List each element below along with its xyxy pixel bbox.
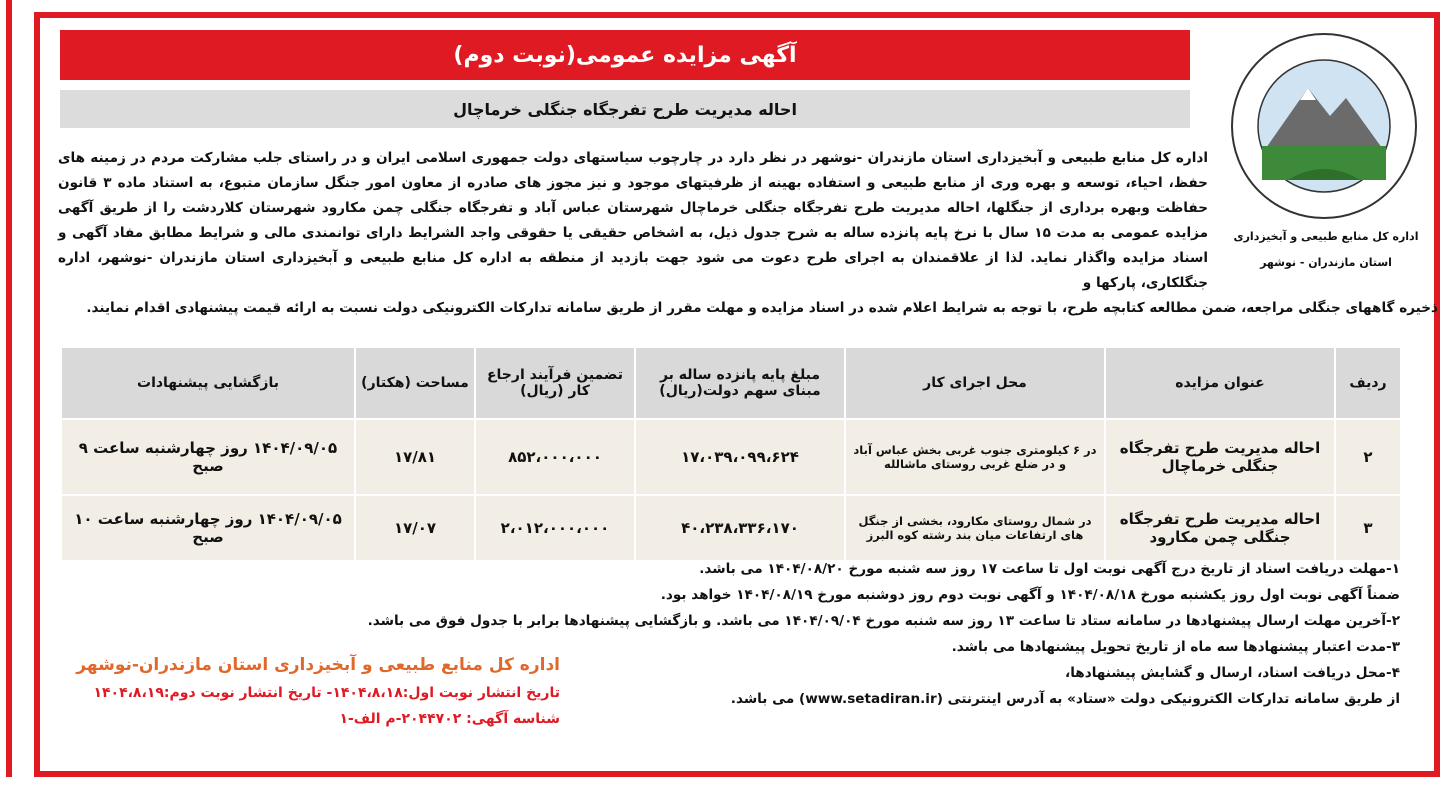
cell-location: در ۶ کیلومتری جنوب غربی بخش عباس آباد و در ضلع غربی روستای ماشالله [845, 419, 1105, 495]
col-opening: بازگشایی پیشنهادات [61, 348, 355, 419]
cell-title: احاله مدیریت طرح تفرجگاه جنگلی خرماچال [1105, 419, 1335, 495]
cell-opening: ۱۴۰۴/۰۹/۰۵ روز چهارشنبه ساعت ۹ صبح [61, 419, 355, 495]
table-row [61, 495, 1400, 560]
cell-area: ۱۷/۰۷ [355, 495, 475, 560]
cell-opening: ۱۴۰۴/۰۹/۰۵ روز چهارشنبه ساعت ۱۰ صبح [61, 495, 355, 560]
logo-caption-region: استان مازندران - نوشهر [1260, 256, 1392, 269]
logo-caption-org: اداره کل منابع طبیعی و آبخیزداری [1233, 230, 1419, 243]
publish-dates: تاریخ انتشار نوبت اول:۱۴۰۴،۸،۱۸- تاریخ انتشار نوبت دوم:۱۴۰۴،۸،۱۹ [93, 685, 560, 701]
note-item: ۳-مدت اعتبار پیشنهادها سه ماه از تاریخ تحویل پیشنهادها می باشد. [951, 639, 1400, 655]
table-row [61, 419, 1400, 495]
cell-deposit: ۲،۰۱۲،۰۰۰،۰۰۰ [475, 495, 635, 560]
signature-org: اداره کل منابع طبیعی و آبخیزداری استان مازندران-نوشهر [76, 655, 560, 675]
col-area: مساحت (هکتار) [355, 348, 475, 419]
note-item: ۴-محل دریافت اسناد، ارسال و گشایش پیشنهادها، [1065, 665, 1400, 681]
notice-subtitle: احاله مدیریت طرح تفرجگاه جنگلی خرماچال [60, 90, 1190, 128]
notice-code: شناسه آگهی: ۲۰۴۴۷۰۲-م الف-۱ [339, 711, 560, 727]
notice-title: آگهی مزایده عمومی(نوبت دوم) [60, 30, 1190, 80]
cell-row: ۳ [1335, 495, 1400, 560]
cell-base-amount: ۱۷،۰۳۹،۰۹۹،۶۲۴ [635, 419, 845, 495]
col-base-amount: مبلغ پایه پانزده ساله بر مبنای سهم دولت(ریال) [635, 348, 845, 419]
col-row: ردیف [1335, 348, 1400, 419]
natural-resources-emblem-icon [1218, 28, 1430, 223]
col-title: عنوان مزایده [1105, 348, 1335, 419]
auction-table [60, 348, 1400, 560]
cell-area: ۱۷/۸۱ [355, 419, 475, 495]
note-item: ۱-مهلت دریافت اسناد از تاریخ درج آگهی نوبت اول تا ساعت ۱۷ روز سه شنبه مورخ ۱۴۰۴/۰۸/۲۰ می باشد. [699, 561, 1400, 577]
cell-base-amount: ۴۰،۲۳۸،۳۳۶،۱۷۰ [635, 495, 845, 560]
signature-block [60, 655, 560, 727]
cell-title: احاله مدیریت طرح تفرجگاه جنگلی چمن مکارود [1105, 495, 1335, 560]
left-border-strip [0, 0, 12, 777]
intro-paragraph-continued: ذخیره گاههای جنگلی مراجعه، ضمن مطالعه کتابچه طرح، با توجه به شرایط اعلام شده در اسناد مزایده و مهلت مقرر از طریق سامانه تدارکات الکترونیکی دولت نسبت به ارائه قیمت پیشنهادی اقدام نمایند. [86, 300, 1438, 316]
intro-paragraph: اداره کل منابع طبیعی و آبخیزداری استان مازندران -نوشهر در نظر دارد در چارچوب سیاستهای دولت جمهوری اسلامی ایران و در راستای جلب مشارکت مردم در زمینه های حفظ، احیاء، توسعه و بهره وری از منابع طبیعی و استفاده بهینه از ظرفیتهای موجود و نیز مجوز های صادره از معاون امور جنگل سازمان متبوع، به استناد ماده ۳ قانون حفاظت وبهره برداری از جنگلها، احاله مدیریت طرح تفرجگاه جنگلی خرماچال شهرستان عباس آباد و تفرجگاه جنگلی چمن مکارود شهرستان کلاردشت را از طریق آگهی مزایده عمومی به مدت ۱۵ سال با نرخ پایه پانزده ساله به شرح جدول ذیل، به اشخاص حقیقی یا حقوقی واجد الشرایط دارای توانمندی مالی و شرایط مطابق مفاد آگهی و اسناد مزایده واگذار نماید. لذا از علاقمندان به اجرای طرح دعوت می شود جهت بازدید از منطقه به اداره کل منابع طبیعی و آبخیزداری استان مازندران -نوشهر، اداره جنگلکاری، پارکها و [58, 150, 1209, 291]
note-item: ۲-آخرین مهلت ارسال پیشنهادها در سامانه ستاد تا ساعت ۱۳ روز سه شنبه مورخ ۱۴۰۴/۰۹/۰۴ می باشد. و بازگشایی پیشنهادها برابر با جدول فوق می باشد. [367, 613, 1400, 629]
note-item: ضمناً آگهی نوبت اول روز یکشنبه مورخ ۱۴۰۴/۰۸/۱۸ و آگهی نوبت دوم روز دوشنبه مورخ ۱۴۰۴/۰۸/۱۹ خواهد بود. [660, 587, 1400, 603]
col-location: محل اجرای کار [845, 348, 1105, 419]
cell-deposit: ۸۵۲،۰۰۰،۰۰۰ [475, 419, 635, 495]
cell-location: در شمال روستای مکارود، بخشی از جنگل های ارتفاعات میان بند رشته کوه البرز [845, 495, 1105, 560]
cell-row: ۲ [1335, 419, 1400, 495]
col-deposit: تضمین فرآیند ارجاع کار (ریال) [475, 348, 635, 419]
note-item: از طریق سامانه تدارکات الکترونیکی دولت «ستاد» به آدرس اینترنتی (www.setadiran.ir) می باشد. [730, 691, 1400, 707]
